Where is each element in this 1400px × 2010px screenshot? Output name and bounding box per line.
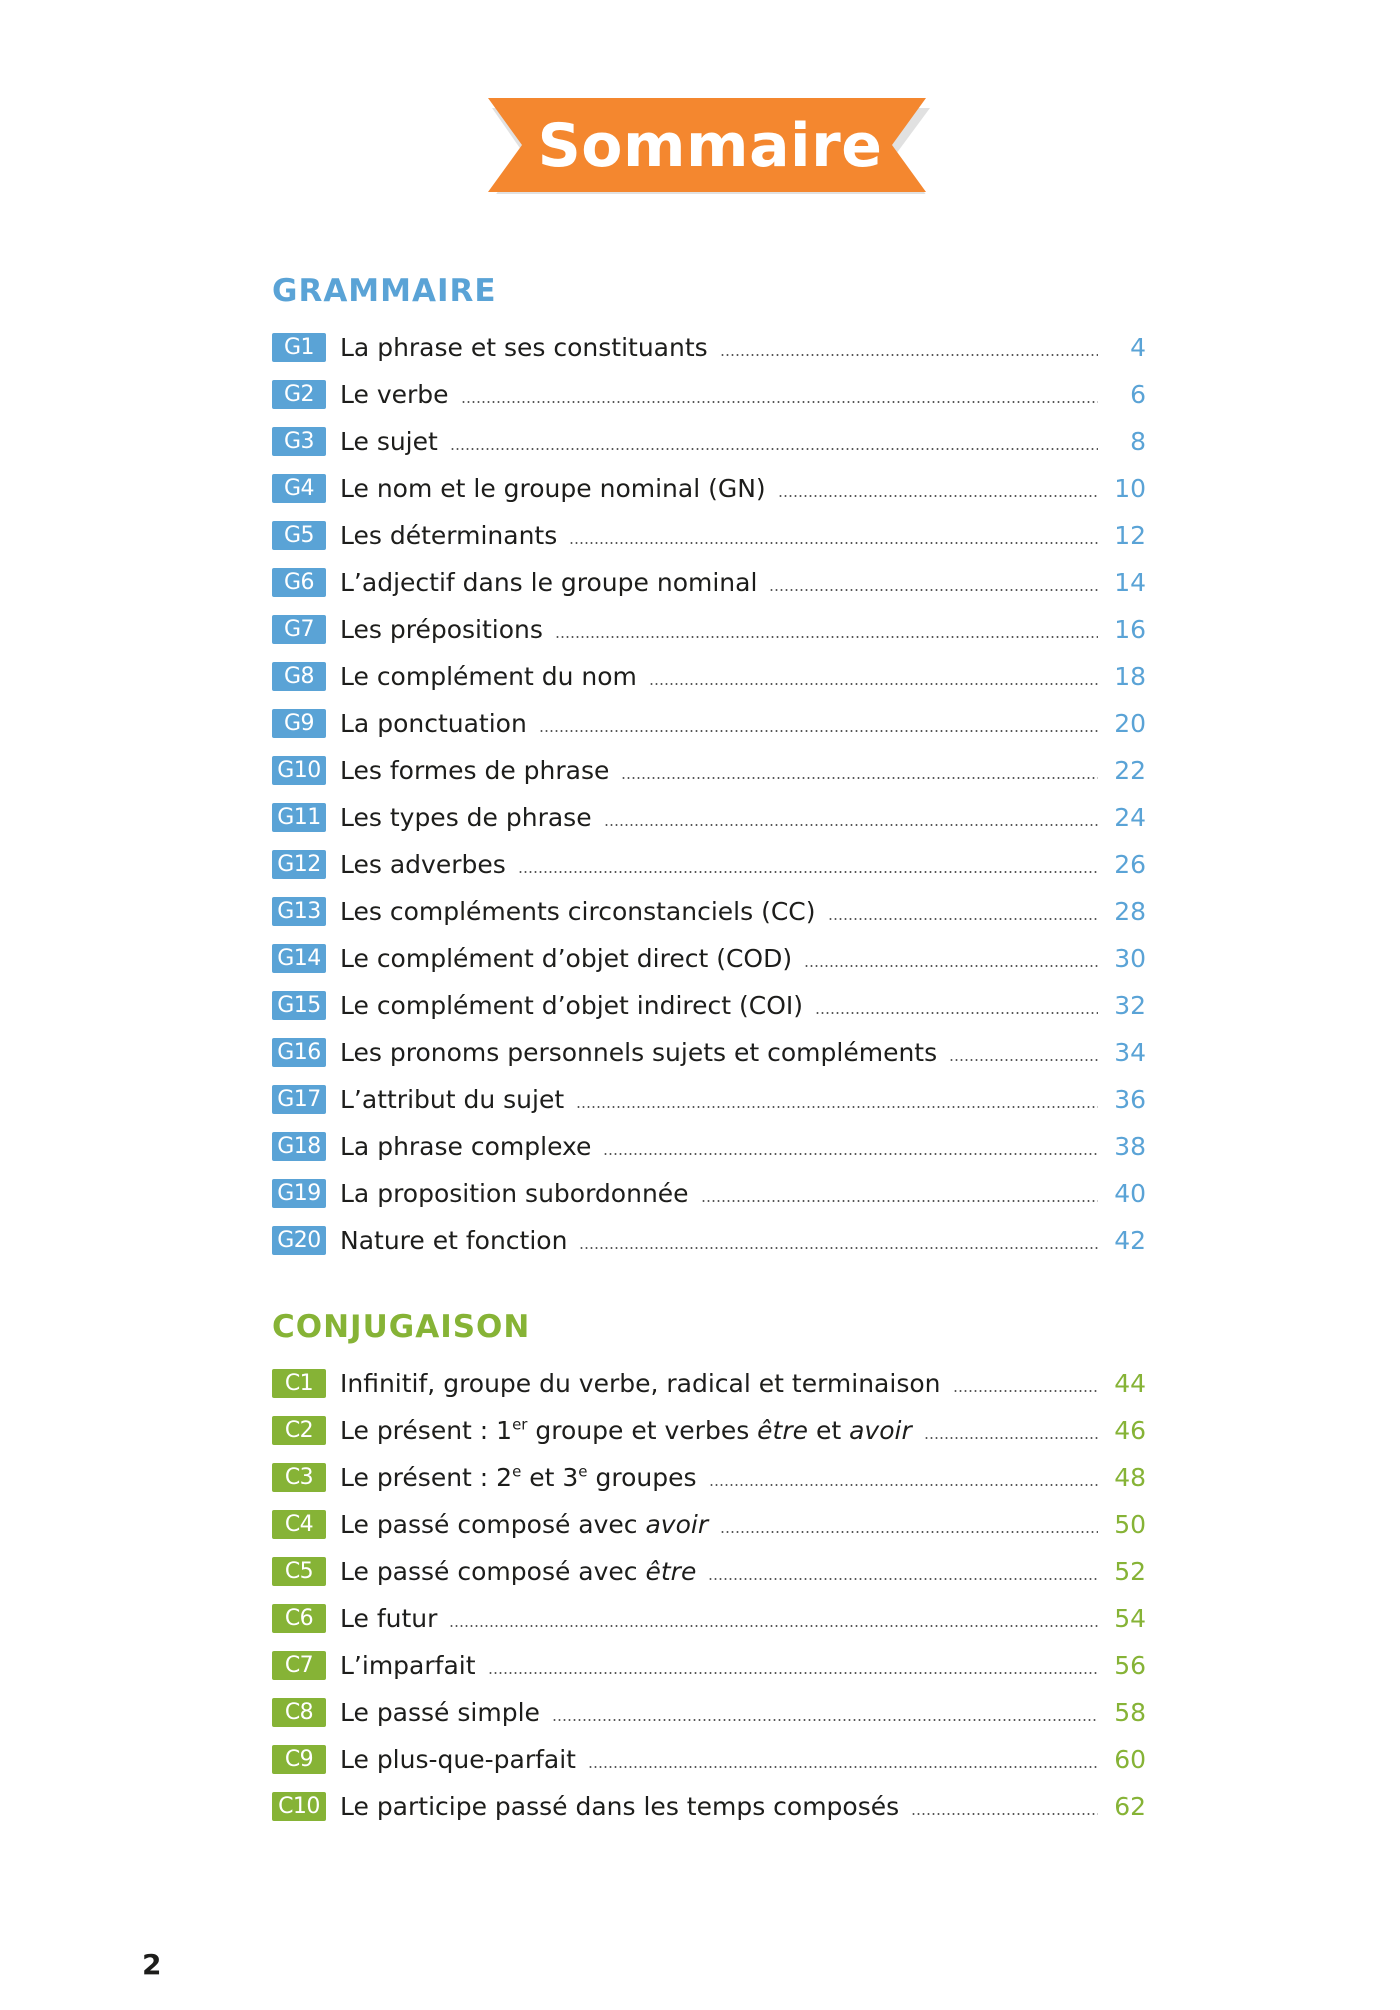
chapter-page-number: 16 [1114,615,1146,644]
chapter-title: L’imparfait [340,1651,476,1680]
grammaire-toc-list [272,324,1146,1264]
chapter-code-badge: C5 [272,1557,326,1586]
chapter-title-part: être [645,1557,697,1586]
chapter-page-number: 32 [1114,991,1146,1020]
chapter-code-badge: G11 [272,803,326,832]
chapter-code-badge: G8 [272,662,326,691]
chapter-page-number: 54 [1114,1604,1146,1633]
chapter-title-part: Le présent : 1 [340,1416,513,1445]
dot-leader [815,1012,1098,1014]
dot-leader [461,401,1098,403]
chapter-title: Le futur [340,1604,438,1633]
chapter-code-badge: G14 [272,944,326,973]
dot-leader [720,354,1098,356]
chapter-title: Infinitif, groupe du verbe, radical et terminaison [340,1369,941,1398]
chapter-title: L’attribut du sujet [340,1085,565,1114]
chapter-title-part: et [808,1416,850,1445]
chapter-title: Le complément d’objet indirect (COI) [340,991,804,1020]
chapter-page-number: 26 [1114,850,1146,879]
chapter-code-badge: C10 [272,1792,326,1821]
chapter-code-badge: C6 [272,1604,326,1633]
dot-leader [576,1106,1098,1108]
toc-entry[interactable] [272,1123,1146,1170]
toc-entry[interactable] [272,371,1146,418]
chapter-page-number: 48 [1114,1463,1146,1492]
dot-leader [588,1766,1098,1768]
dot-leader [449,1625,1098,1627]
chapter-code-badge: G5 [272,521,326,550]
dot-leader [911,1813,1098,1815]
toc-entry[interactable] [272,794,1146,841]
chapter-title-part: er [512,1415,528,1434]
chapter-title: L’adjectif dans le groupe nominal [340,568,758,597]
chapter-title: La proposition subordonnée [340,1179,689,1208]
toc-entry[interactable] [272,1595,1146,1642]
chapter-page-number: 52 [1114,1557,1146,1586]
chapter-code-badge: C2 [272,1416,326,1445]
toc-entry[interactable] [272,1076,1146,1123]
chapter-page-number: 56 [1114,1651,1146,1680]
toc-entry[interactable] [272,1407,1146,1454]
chapter-title-part: e [512,1462,522,1481]
chapter-title [340,1501,708,1548]
section-heading-conjugaison: CONJUGAISON [272,1309,531,1345]
chapter-title: Les compléments circonstanciels (CC) [340,897,816,926]
chapter-code-badge: G16 [272,1038,326,1067]
chapter-title-part: Le passé composé avec [340,1557,646,1586]
chapter-page-number: 24 [1114,803,1146,832]
toc-entry[interactable] [272,935,1146,982]
chapter-title: La ponctuation [340,709,527,738]
chapter-page-number: 58 [1114,1698,1146,1727]
chapter-title: Le complément du nom [340,662,637,691]
toc-entry[interactable] [272,1548,1146,1595]
toc-entry[interactable] [272,841,1146,888]
chapter-code-badge: G18 [272,1132,326,1161]
toc-entry[interactable] [272,1642,1146,1689]
dot-leader [518,871,1098,873]
dot-leader [579,1247,1098,1249]
toc-entry[interactable] [272,1217,1146,1264]
chapter-page-number: 42 [1114,1226,1146,1255]
chapter-code-badge: C4 [272,1510,326,1539]
chapter-page-number: 34 [1114,1038,1146,1067]
chapter-page-number: 60 [1114,1745,1146,1774]
chapter-code-badge: G13 [272,897,326,926]
dot-leader [804,965,1098,967]
chapter-title: La phrase et ses constituants [340,333,708,362]
chapter-page-number: 30 [1114,944,1146,973]
dot-leader [720,1531,1098,1533]
toc-entry[interactable] [272,1029,1146,1076]
chapter-page-number: 22 [1114,756,1146,785]
chapter-title-part: groupes [587,1463,697,1492]
chapter-page-number: 50 [1114,1510,1146,1539]
chapter-code-badge: G3 [272,427,326,456]
chapter-code-badge: G9 [272,709,326,738]
conjugaison-section [272,1304,1146,1830]
dot-leader [552,1719,1098,1721]
chapter-title [340,1407,912,1454]
chapter-title: Nature et fonction [340,1226,568,1255]
chapter-title-part: Le présent : 2 [340,1463,513,1492]
chapter-page-number: 28 [1114,897,1146,926]
chapter-title-part: groupe et verbes [527,1416,758,1445]
chapter-page-number: 6 [1130,380,1146,409]
chapter-title: Le plus-que-parfait [340,1745,576,1774]
dot-leader [450,448,1098,450]
chapter-title: Les déterminants [340,521,558,550]
chapter-page-number: 14 [1114,568,1146,597]
chapter-code-badge: G20 [272,1226,326,1255]
chapter-page-number: 36 [1114,1085,1146,1114]
chapter-title-part: Le passé composé avec [340,1510,646,1539]
chapter-title [340,1454,697,1501]
dot-leader [539,730,1098,732]
chapter-page-number: 4 [1130,333,1146,362]
dot-leader [828,918,1099,920]
chapter-page-number: 40 [1114,1179,1146,1208]
chapter-code-badge: C8 [272,1698,326,1727]
chapter-page-number: 44 [1114,1369,1146,1398]
toc-entry[interactable] [272,1783,1146,1830]
toc-entry[interactable] [272,888,1146,935]
chapter-code-badge: C3 [272,1463,326,1492]
dot-leader [555,636,1098,638]
chapter-title: Le passé simple [340,1698,540,1727]
chapter-page-number: 46 [1114,1416,1146,1445]
chapter-title: Le sujet [340,427,438,456]
chapter-code-badge: C7 [272,1651,326,1680]
chapter-code-badge: G7 [272,615,326,644]
chapter-title: La phrase complexe [340,1132,592,1161]
toc-entry[interactable] [272,982,1146,1029]
toc-entry[interactable] [272,700,1146,747]
chapter-title: Les prépositions [340,615,543,644]
toc-entry[interactable] [272,1360,1146,1407]
chapter-title-part: être [757,1416,809,1445]
chapter-page-number: 38 [1114,1132,1146,1161]
chapter-title: Les types de phrase [340,803,592,832]
chapter-page-number: 10 [1114,474,1146,503]
toc-entry[interactable] [272,512,1146,559]
chapter-page-number: 18 [1114,662,1146,691]
dot-leader [604,824,1098,826]
chapter-title: Les adverbes [340,850,506,879]
dot-leader [709,1484,1099,1486]
chapter-title: Le participe passé dans les temps composés [340,1792,900,1821]
chapter-code-badge: C9 [272,1745,326,1774]
chapter-code-badge: G4 [272,474,326,503]
dot-leader [769,589,1098,591]
toc-entry[interactable] [272,1501,1146,1548]
chapter-code-badge: G2 [272,380,326,409]
chapter-title [340,1548,696,1595]
chapter-code-badge: G17 [272,1085,326,1114]
dot-leader [701,1200,1098,1202]
toc-entry[interactable] [272,1170,1146,1217]
chapter-page-number: 12 [1114,521,1146,550]
dot-leader [621,777,1098,779]
dot-leader [953,1390,1099,1392]
grammaire-section [272,268,1146,1264]
page-title: Sommaire [537,111,883,181]
toc-entry[interactable] [272,747,1146,794]
chapter-title: Les pronoms personnels sujets et compléments [340,1038,938,1067]
section-heading-grammaire: GRAMMAIRE [272,273,497,309]
dot-leader [569,542,1098,544]
dot-leader [649,683,1098,685]
toc-entry[interactable] [272,1736,1146,1783]
chapter-title: Le nom et le groupe nominal (GN) [340,474,766,503]
chapter-page-number: 20 [1114,709,1146,738]
page-number: 2 [142,1948,162,1981]
dot-leader [488,1672,1098,1674]
chapter-title: Le complément d’objet direct (COD) [340,944,793,973]
chapter-code-badge: G12 [272,850,326,879]
dot-leader [603,1153,1098,1155]
toc-entry[interactable] [272,1689,1146,1736]
chapter-title: Les formes de phrase [340,756,610,785]
chapter-page-number: 8 [1130,427,1146,456]
chapter-code-badge: C1 [272,1369,326,1398]
chapter-code-badge: G10 [272,756,326,785]
chapter-page-number: 62 [1114,1792,1146,1821]
chapter-title-part: avoir [645,1510,709,1539]
toc-entry[interactable] [272,653,1146,700]
title-banner [488,98,932,194]
chapter-code-badge: G6 [272,568,326,597]
chapter-title: Le verbe [340,380,449,409]
dot-leader [924,1437,1098,1439]
chapter-title-part: e [578,1462,588,1481]
toc-entry[interactable] [272,606,1146,653]
toc-entry[interactable] [272,465,1146,512]
toc-entry[interactable] [272,418,1146,465]
dot-leader [949,1059,1098,1061]
toc-entry[interactable] [272,559,1146,606]
chapter-code-badge: G1 [272,333,326,362]
chapter-code-badge: G19 [272,1179,326,1208]
conjugaison-toc-list [272,1360,1146,1830]
dot-leader [708,1578,1098,1580]
chapter-title-part: avoir [849,1416,912,1445]
toc-entry[interactable] [272,324,1146,371]
dot-leader [778,495,1098,497]
toc-entry[interactable] [272,1454,1146,1501]
chapter-code-badge: G15 [272,991,326,1020]
chapter-title-part: et 3 [521,1463,579,1492]
